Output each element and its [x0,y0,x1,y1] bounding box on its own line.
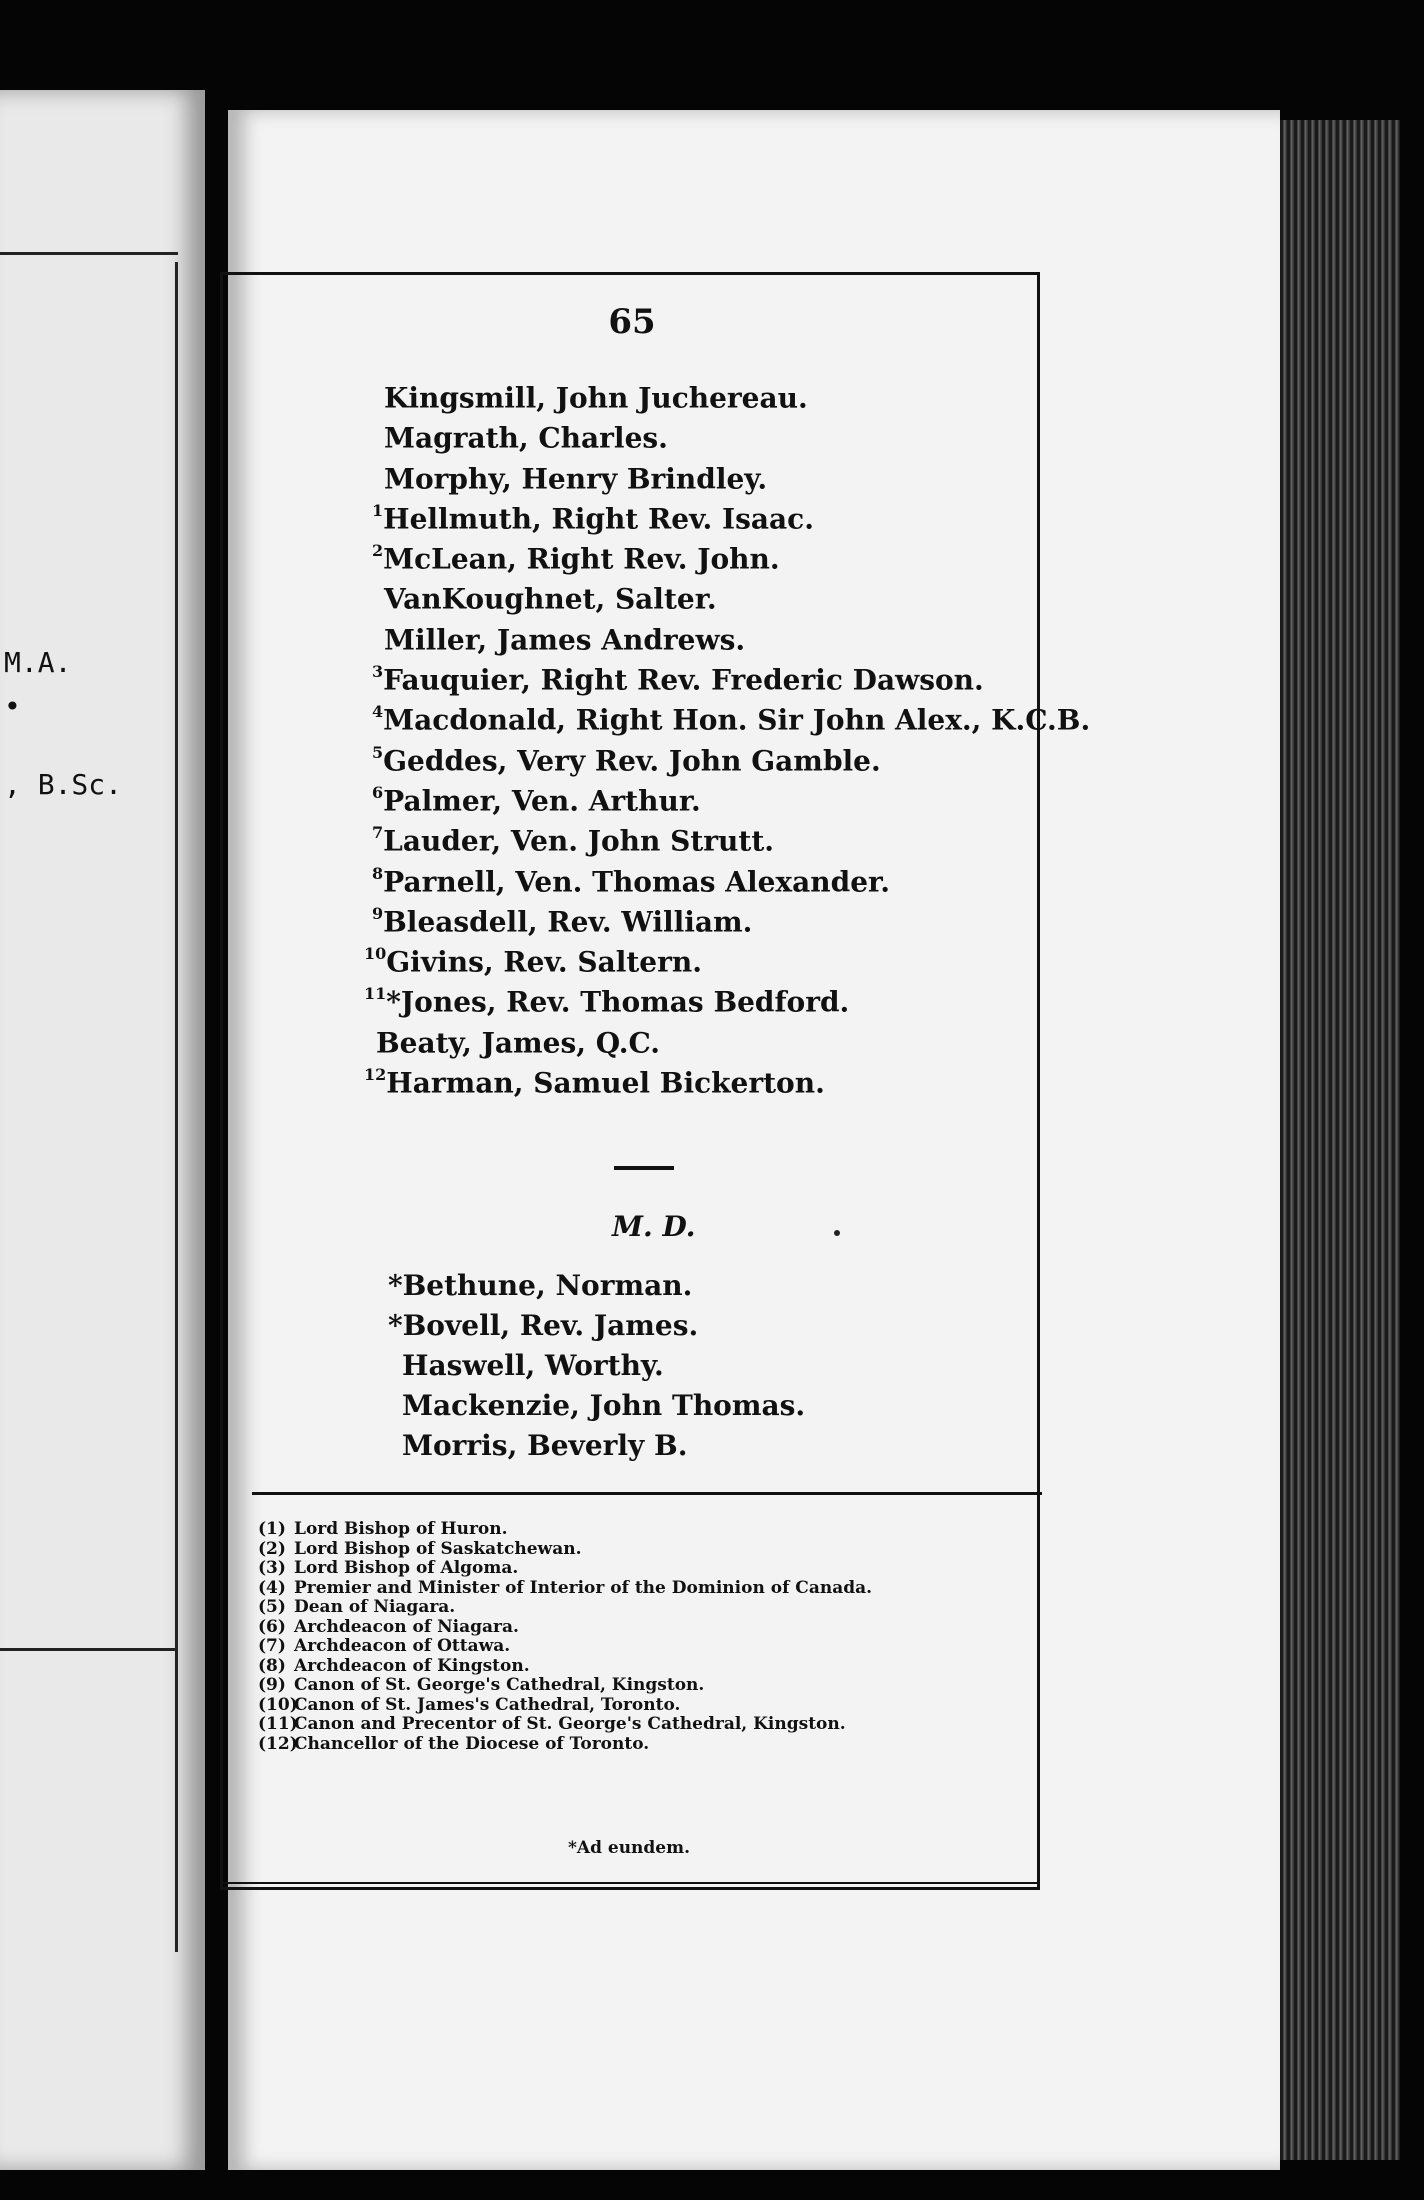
left-page-frame-line [175,262,178,1952]
footnote: (10)Canon of St. James's Cathedral, Toronto. [258,1694,681,1715]
list-item: *Bethune, Norman. [388,1269,693,1302]
left-page-top-rule [0,252,178,255]
list-item: $^6$Palmer, Ven. Arthur. [372,782,701,818]
list-item: $^8$Parnell, Ven. Thomas Alexander. [372,863,890,898]
section-divider [614,1166,674,1170]
graduate-list [364,372,1091,1100]
footnote: (12)Chancellor of the Diocese of Toronto. [258,1733,650,1754]
list-item: $^4$Macdonald, Right Hon. Sir John Alex., K.C.B. [372,702,1091,737]
footnote: (9) Canon of St. George's Cathedral, Kingston. [258,1675,705,1695]
left-page-text: M.A. [4,646,72,679]
book-page-edges [1280,120,1400,2160]
footnote: (3) Lord Bishop of Algoma. [258,1558,519,1578]
print-speck [834,1230,840,1236]
left-page-fragment [0,90,205,2170]
footnotes [258,1520,1018,1754]
footnote: (1) Lord Bishop of Huron. [258,1519,508,1539]
left-page-text: , B.Sc. [4,768,123,801]
footnote: (8) Archdeacon of Kingston. [258,1655,530,1676]
list-item: *Bovell, Rev. James. [388,1309,699,1342]
list-item: $^{11}$*Jones, Rev. Thomas Bedford. [364,984,850,1019]
list-item: $^{10}$Givins, Rev. Saltern. [364,944,702,979]
left-page-bottom-rule [0,1648,178,1651]
footnote: (11)Canon and Precentor of St. George's Cathedral, Kingston. [258,1714,846,1734]
list-item: $^2$McLean, Right Rev. John. [372,541,780,576]
footnote: (6) Archdeacon of Niagara. [258,1616,519,1637]
footnote: (2) Lord Bishop of Saskatchewan. [258,1538,582,1559]
ad-eundem-note: *Ad eundem. [568,1838,691,1858]
list-item: Magrath, Charles. [384,421,668,455]
list-item: $^9$Bleasdell, Rev. William. [372,903,753,939]
page-border-double-rule [220,1882,1040,1884]
footnote-rule [252,1492,1042,1495]
list-item: Mackenzie, John Thomas. [402,1389,806,1422]
list-item: $^5$Geddes, Very Rev. John Gamble. [372,742,881,777]
list-item: Miller, James Andrews. [384,623,746,657]
list-item: VanKoughnet, Salter. [384,582,717,616]
footnote: (4) Premier and Minister of Interior of the Dominion of Canada. [258,1577,873,1598]
list-item: Morris, Beverly B. [402,1429,688,1462]
list-item: Kingsmill, John Juchereau. [384,381,808,415]
page-number: 65 [608,302,656,342]
list-item: $^7$Lauder, Ven. John Strutt. [372,823,775,858]
md-list [388,1266,988,1466]
list-item: Morphy, Henry Brindley. [384,461,768,495]
list-item: $^{12}$Harman, Samuel Bickerton. [364,1065,825,1100]
list-item: $^1$Hellmuth, Right Rev. Isaac. [372,500,814,536]
section-heading: M. D. [612,1210,696,1243]
list-item: Haswell, Worthy. [402,1349,664,1382]
left-page-text: • [4,690,21,723]
list-item: Beaty, James, Q.C. [376,1026,661,1060]
list-item: $^3$Fauquier, Right Rev. Frederic Dawson. [372,662,984,697]
footnote: (7) Archdeacon of Ottawa. [258,1636,511,1656]
footnote: (5) Dean of Niagara. [258,1597,456,1617]
